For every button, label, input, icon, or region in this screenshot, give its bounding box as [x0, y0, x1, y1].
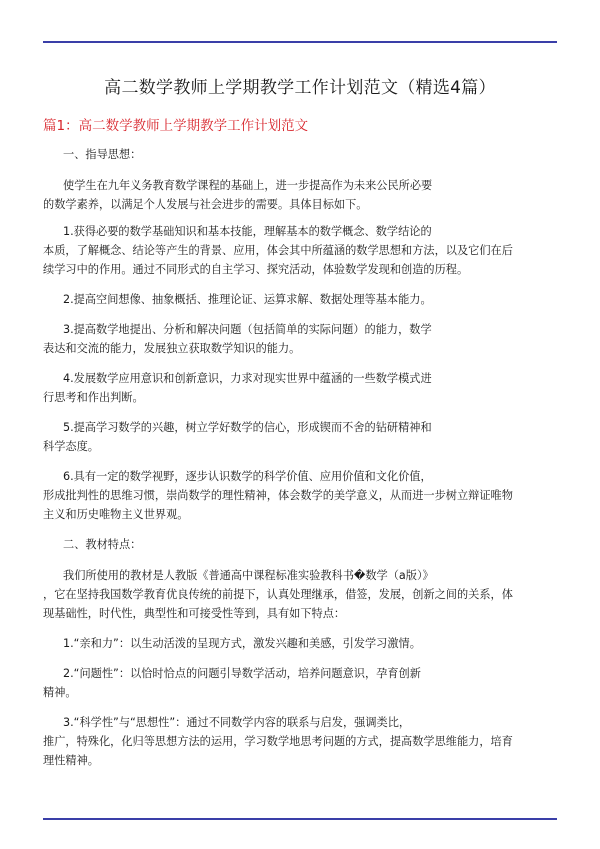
- text-line: 行思考和作出判断。: [43, 391, 144, 404]
- text-line: 主义和历史唯物主义世界观。: [43, 508, 189, 521]
- text-line: 3.提高数学地提出、分析和解决问题（包括简单的实际问题）的能力，数学: [63, 323, 432, 336]
- text-line: 我们所使用的教材是人教版《普通高中课程标准实验教科书�数学（a版）》: [63, 569, 434, 582]
- text-line: 形成批判性的思维习惯，崇尚数学的理性精神，体会数学的美学意义，从而进一步树立辩证唯物: [43, 489, 513, 502]
- text-line: 表达和交流的能力，发展独立获取数学知识的能力。: [43, 342, 301, 355]
- document-body: [43, 145, 557, 770]
- text-line: 推广，特殊化，化归等思想方法的运用，学习数学地思考问题的方式，提高数学思维能力，培育: [43, 735, 513, 748]
- article-subtitle: 篇1：高二数学教师上学期教学工作计划范文: [43, 118, 309, 134]
- feature-paragraph-1: [43, 634, 557, 653]
- text-line: 科学态度。: [43, 440, 99, 453]
- section-heading-guiding-ideology: 一、指导思想：: [63, 148, 142, 161]
- intro-paragraph: [43, 176, 557, 214]
- text-line: 的数学素养，以满足个人发展与社会进步的需要。具体目标如下。: [43, 198, 368, 211]
- goal-paragraph-6: [43, 467, 557, 524]
- feature-paragraph-3: [43, 713, 557, 770]
- text-line: 5.提高学习数学的兴趣，树立学好数学的信心，形成锲而不舍的钻研精神和: [63, 421, 432, 434]
- text-line: 续学习中的作用。通过不同形式的自主学习、探究活动，体验数学发现和创造的历程。: [43, 263, 469, 276]
- section-heading-textbook-features: 二、教材特点：: [63, 538, 142, 551]
- top-rule: [43, 41, 557, 43]
- document-title: 高二数学教师上学期教学工作计划范文（精选4篇）: [104, 78, 496, 98]
- text-line: 2.“问题性”：以恰时恰点的问题引导数学活动，培养问题意识，孕育创新: [63, 667, 421, 680]
- goal-paragraph-2: [43, 290, 557, 309]
- text-line: 本质，了解概念、结论等产生的背景、应用，体会其中所蕴涵的数学思想和方法，以及它们在后: [43, 244, 513, 257]
- textbook-paragraph: [43, 566, 557, 623]
- text-line: 精神。: [43, 686, 77, 699]
- text-line: 2.提高空间想像、抽象概括、推理论证、运算求解、数据处理等基本能力。: [63, 293, 432, 306]
- text-line: 理性精神。: [43, 754, 99, 767]
- text-line: 3.“科学性”与“思想性”：通过不同数学内容的联系与启发，强调类比，: [63, 716, 411, 729]
- goal-paragraph-4: [43, 369, 557, 407]
- text-line: 使学生在九年义务教育数学课程的基础上，进一步提高作为未来公民所必要: [63, 179, 433, 192]
- bottom-rule: [43, 818, 557, 820]
- text-line: 现基础性，时代性，典型性和可接受性等到，具有如下特点：: [43, 607, 346, 620]
- goal-paragraph-1: [43, 222, 557, 279]
- goal-paragraph-3: [43, 320, 557, 358]
- text-line: 1.获得必要的数学基础知识和基本技能，理解基本的数学概念、数学结论的: [63, 225, 432, 238]
- text-line: 1.“亲和力”：以生动活泼的呈现方式，激发兴趣和美感，引发学习激情。: [63, 637, 421, 650]
- text-line: ，它在坚持我国数学教育优良传统的前提下，认真处理继承，借签，发展，创新之间的关系，体: [43, 588, 513, 601]
- text-line: 4.发展数学应用意识和创新意识，力求对现实世界中蕴涵的一些数学模式进: [63, 372, 432, 385]
- feature-paragraph-2: [43, 664, 557, 702]
- goal-paragraph-5: [43, 418, 557, 456]
- text-line: 6.具有一定的数学视野，逐步认识数学的科学价值、应用价值和文化价值，: [63, 470, 432, 483]
